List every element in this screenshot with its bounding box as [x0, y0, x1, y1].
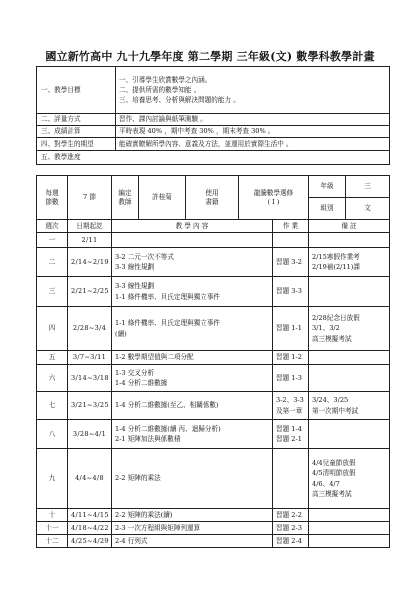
group-label-cell: 組別 — [309, 198, 346, 220]
week-cell: 一 — [37, 233, 68, 248]
homework-cell: 習題 1-4 習題 2-1 — [273, 420, 309, 449]
notes-cell — [309, 420, 390, 449]
dates-cell: 2/21~2/25 — [68, 277, 112, 307]
notes-cell: 2/15寒假作業考 2/19補(2/11)課 — [309, 248, 390, 277]
goal-label: 一、教學目標 — [37, 67, 116, 114]
page-title: 國立新竹高中 九十九學年度 第二學期 三年級(文) 數學科教學計畫 — [45, 50, 375, 63]
editor-label: 編定教師 — [112, 176, 139, 220]
editor-value: 許桂菊 — [139, 176, 186, 220]
table-row — [37, 449, 390, 509]
col-homework: 作 業 — [273, 220, 309, 233]
expect-row — [37, 138, 390, 151]
dates-cell: 3/7~3/11 — [68, 351, 112, 365]
week-cell: 二 — [37, 248, 68, 277]
table-row — [37, 509, 390, 522]
week-cell: 四 — [37, 307, 68, 351]
grade-value-cell: 三 — [346, 176, 390, 198]
content-cell: 2-2 矩陣的乘法 — [112, 449, 273, 509]
notes-cell — [309, 351, 390, 365]
grade-value: 平時表現 40% ，期中考查 30% ，期末考查 30% 。 — [116, 126, 390, 138]
goal-item: 三、培養思考、分析與解決問題的能力 。 — [119, 96, 240, 105]
goal-row — [37, 67, 390, 114]
table-row — [37, 535, 390, 548]
group-value-cell: 文 — [346, 198, 390, 220]
schedule-header — [37, 176, 390, 233]
notes-cell: 2/28紀念日放假 3/1、3/2 高三模擬考試 — [309, 307, 390, 351]
notes-cell — [309, 233, 390, 248]
col-week: 週次 — [37, 220, 68, 233]
homework-cell: 習題 2-3 — [273, 522, 309, 535]
week-cell: 八 — [37, 420, 68, 449]
expect-value: 能確實瞭解所學內容、意義及方法，並運用於實際生活中 。 — [116, 138, 390, 151]
table-row — [37, 522, 390, 535]
homework-cell — [273, 233, 309, 248]
dates-cell: 2/11 — [68, 233, 112, 248]
dates-cell: 4/18~4/22 — [68, 522, 112, 535]
week-cell: 三 — [37, 277, 68, 307]
dates-cell: 2/14~2/19 — [68, 248, 112, 277]
dates-cell: 3/28~4/1 — [68, 420, 112, 449]
notes-cell — [309, 509, 390, 522]
content-cell: 1-4 分析二維數據(續 丙、迴歸分析) 2-1 矩陣加法與係數積 — [112, 420, 273, 449]
content-cell: 3-2 二元一次不等式 3-3 線性規劃 — [112, 248, 273, 277]
expect-label: 四、對學生的期望 — [37, 138, 116, 151]
dates-cell: 4/11~4/15 — [68, 509, 112, 522]
dates-cell: 3/21~3/25 — [68, 392, 112, 420]
grade-row — [37, 126, 390, 138]
goal-item: 一、引導學生欣賞數學之內涵。 — [119, 75, 212, 84]
notes-cell: 4/4兒童節放假 4/5清明節放假 4/6、4/7 高三模擬考試 — [309, 449, 390, 509]
progress-label: 五、教學進度 — [37, 151, 390, 165]
grade-label-cell: 年級 — [309, 176, 346, 198]
week-cell: 十 — [37, 509, 68, 522]
table-row — [37, 248, 390, 277]
info-table — [36, 66, 390, 165]
dates-cell: 3/14~3/18 — [68, 365, 112, 392]
eval-label: 二、評量方式 — [37, 114, 116, 126]
book-label: 使用書籍 — [186, 176, 239, 220]
eval-value: 習作、課內討論與紙筆測驗 。 — [116, 114, 390, 126]
table-row — [37, 365, 390, 392]
table-row — [37, 351, 390, 365]
homework-cell: 3-2、3-3 及第一章 — [273, 392, 309, 420]
dates-cell: 4/4~4/8 — [68, 449, 112, 509]
content-cell: 1-1 條件機率、貝氏定理與獨立事件 (續) — [112, 307, 273, 351]
week-cell: 七 — [37, 392, 68, 420]
homework-cell: 習題 3-2 — [273, 248, 309, 277]
content-cell: 1-3 交叉分析 1-4 分析二維數據 — [112, 365, 273, 392]
homework-cell: 習題 2-4 — [273, 535, 309, 548]
goal-list — [116, 67, 390, 114]
col-notes: 備 註 — [309, 220, 390, 233]
table-row — [37, 307, 390, 351]
content-cell — [112, 233, 273, 248]
homework-cell: 習題 3-3 — [273, 277, 309, 307]
content-cell: 2-4 行列式 — [112, 535, 273, 548]
table-row — [37, 420, 390, 449]
notes-cell — [309, 522, 390, 535]
homework-cell — [273, 449, 309, 509]
notes-cell: 3/24、3/25 第一次期中考試 — [309, 392, 390, 420]
col-content: 教 學 內 容 — [112, 220, 273, 233]
weekly-value: 7 節 — [68, 176, 112, 220]
goal-item: 二、提供所需的數學知能 。 — [119, 85, 201, 94]
table-row — [37, 277, 390, 307]
schedule-table — [36, 175, 390, 548]
dates-cell: 4/25~4/29 — [68, 535, 112, 548]
col-dates: 日期起訖 — [68, 220, 112, 233]
notes-cell — [309, 535, 390, 548]
homework-cell: 習題 1-3 — [273, 365, 309, 392]
notes-cell — [309, 365, 390, 392]
table-row — [37, 233, 390, 248]
homework-cell: 習題 2-2 — [273, 509, 309, 522]
eval-row — [37, 114, 390, 126]
week-cell: 九 — [37, 449, 68, 509]
homework-cell: 習題 1-2 — [273, 351, 309, 365]
content-cell: 1-4 分析二維數據(至乙、相關係數) — [112, 392, 273, 420]
week-cell: 十一 — [37, 522, 68, 535]
progress-row — [37, 151, 390, 165]
content-cell: 2-2 矩陣的乘法(續) — [112, 509, 273, 522]
notes-cell — [309, 277, 390, 307]
grade-label: 三、成績計算 — [37, 126, 116, 138]
content-cell: 1-2 數學期望值與二項分配 — [112, 351, 273, 365]
column-header-row — [37, 220, 390, 233]
dates-cell: 2/28~3/4 — [68, 307, 112, 351]
schedule-body — [37, 233, 390, 548]
homework-cell: 習題 1-1 — [273, 307, 309, 351]
week-cell: 十二 — [37, 535, 68, 548]
weekly-label: 每週節數 — [37, 176, 68, 220]
version-label: 龍騰數學選修 ( I ) — [239, 176, 309, 220]
week-cell: 五 — [37, 351, 68, 365]
week-cell: 六 — [37, 365, 68, 392]
content-cell: 3-3 線性規劃 1-1 條件機率、貝氏定理與獨立事件 — [112, 277, 273, 307]
table-row — [37, 392, 390, 420]
content-cell: 2-3 一次方程組與矩陣列運算 — [112, 522, 273, 535]
